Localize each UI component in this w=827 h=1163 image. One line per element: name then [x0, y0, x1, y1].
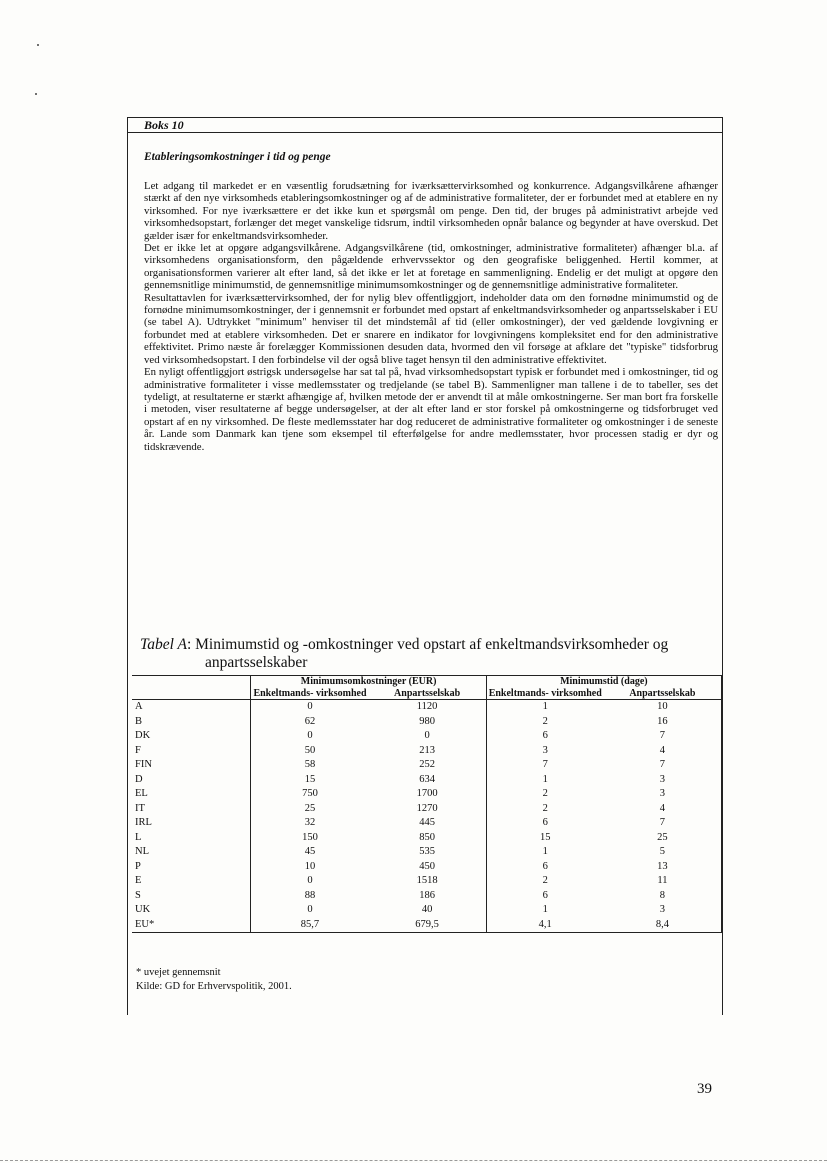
cell-time-sole: 1 [542, 846, 548, 857]
scan-edge [0, 1160, 827, 1161]
cell-cost-ltd: 450 [369, 860, 487, 875]
cell-cost-ltd: 980 [369, 715, 487, 730]
cell-country: IRL [132, 816, 251, 831]
cell-country: P [132, 860, 251, 875]
cell-time-sole: 2 [542, 875, 548, 886]
cell-cost-ltd: 1518 [369, 874, 487, 889]
cell-cost-sole: 10 [304, 860, 316, 872]
header-group-time: Minimumstid (dage) [486, 676, 721, 688]
table-row [132, 787, 722, 802]
cell-time-sole: 4,1 [486, 918, 604, 933]
cell-country: FIN [132, 758, 251, 773]
table-notes [136, 966, 292, 994]
cell-cost-sole: 50 [304, 744, 316, 756]
cell-time-sole: 6 [542, 860, 548, 872]
box-heading: Etableringsomkostninger i tid og penge [144, 151, 331, 163]
header-blank [132, 688, 251, 700]
cell-country: UK [132, 903, 251, 918]
cell-time-ltd: 4 [604, 802, 722, 817]
header-cost-sole: Enkeltmands- virksomhed [251, 688, 369, 700]
cell-time-ltd: 3 [604, 773, 722, 788]
cell-time-sole: 1 [542, 773, 548, 785]
cell-time-sole: 2 [542, 788, 548, 799]
cell-country: DK [132, 729, 251, 744]
cell-time-sole: 3 [542, 744, 548, 756]
cell-country: S [132, 889, 251, 904]
cell-cost-sole: 0 [307, 904, 313, 915]
cell-time-ltd: 4 [604, 744, 722, 759]
cell-cost-ltd: 40 [369, 903, 487, 918]
table-title [140, 636, 720, 672]
table-row [132, 860, 722, 875]
cell-cost-sole: 15 [304, 773, 316, 785]
cell-cost-ltd: 634 [369, 773, 487, 788]
scan-speck [35, 93, 37, 95]
cell-time-sole: 7 [542, 759, 548, 770]
source-note: Kilde: GD for Erhvervspolitik, 2001. [136, 981, 292, 992]
table-title-line2: anpartsselskaber [205, 654, 308, 671]
header-time-ltd: Anpartsselskab [604, 688, 722, 700]
table-row [132, 918, 722, 933]
cell-cost-sole: 0 [307, 701, 313, 712]
table-row [132, 729, 722, 744]
cell-country: IT [132, 802, 251, 817]
header-time-sole: Enkeltmands- virksomhed [486, 688, 604, 700]
table-label: Tabel A [140, 636, 187, 653]
table-row [132, 700, 722, 715]
table-body [132, 700, 722, 933]
cell-time-ltd: 5 [604, 845, 722, 860]
table-row [132, 758, 722, 773]
page-number: 39 [697, 1081, 712, 1097]
table-row [132, 802, 722, 817]
cell-time-ltd: 7 [604, 816, 722, 831]
data-table [132, 675, 722, 933]
cell-cost-sole: 0 [307, 730, 313, 741]
table-row [132, 715, 722, 730]
table-row [132, 816, 722, 831]
cell-cost-sole: 32 [304, 817, 316, 828]
cell-country: B [132, 715, 251, 730]
cell-time-ltd: 3 [604, 787, 722, 802]
cell-time-ltd: 16 [604, 715, 722, 730]
cell-time-ltd: 3 [604, 903, 722, 918]
cell-country: F [132, 744, 251, 759]
cell-time-sole: 2 [542, 715, 548, 727]
paragraph: Resultattavlen for iværksættervirksomhed, der for nylig blev offentliggjort, indeholder data om den fornødne minimumstid og de fornødne minimumsomkostninger, der i gennemsnit er forbundet med opstart af enkeltmandsvirksomheder og anpartsselskaber i EU (se tabel A). Udtrykket "minimum" henviser til det mindstemål af tid (eller omkostninger), der ved gældende lovgivning er forbundet med at etablere virksomheden. Det er snarere en indikator for lovgivningens kompleksitet end for den administrative effektivitet. Primo næste år forelægger Kommissionen desuden data, hvormed den vil forsøge at afklare det "typiske" tidsforbrug ved virksomhedsopstart. I den forbindelse vil der også blive taget hensyn til den administrative effektivitet. [144, 291, 718, 366]
cell-cost-sole: 45 [304, 846, 316, 857]
cell-cost-ltd: 252 [369, 758, 487, 773]
table-row [132, 831, 722, 846]
cell-country: NL [132, 845, 251, 860]
paragraph: Let adgang til markedet er en væsentlig forudsætning for iværksættervirksomhed og konkurrence. Adgangsvilkårene afhænger stærkt af den nye virksomheds etableringsomkostninger og af de administrative formaliteter, der er forbundet med at etablere en ny virksomhed. For nye iværksættere er det ikke kun et spørgsmål om penge. Den tid, der bruges på administrativt arbejde ved virksomhedsopstart, forlænger det meget vanskelige tidsrum, indtil virksomheden opnår balance og begynder at have overskud. Det gælder især for enkeltmandsvirksomheder. [144, 180, 718, 242]
cell-country: D [132, 773, 251, 788]
cell-time-sole: 6 [542, 889, 548, 901]
cell-cost-ltd: 850 [369, 831, 487, 846]
cell-time-ltd: 7 [604, 758, 722, 773]
cell-cost-sole: 58 [304, 759, 316, 770]
box-label: Boks 10 [144, 118, 184, 132]
header-cost-ltd: Anpartsselskab [369, 688, 487, 700]
cell-country: A [132, 700, 251, 715]
cell-time-ltd: 13 [604, 860, 722, 875]
table-row [132, 903, 722, 918]
table-title-line1: : Minimumstid og -omkostninger ved opstart af enkeltmandsvirksomheder og [186, 636, 669, 653]
cell-time-sole: 6 [542, 817, 548, 828]
cell-cost-sole: 25 [304, 802, 316, 814]
cell-cost-sole: 150 [302, 831, 318, 843]
cell-cost-sole: 62 [304, 715, 316, 727]
table-row [132, 845, 722, 860]
cell-cost-ltd: 535 [369, 845, 487, 860]
cell-time-sole: 2 [542, 802, 548, 814]
cell-cost-ltd: 1120 [369, 700, 487, 715]
cell-cost-ltd: 1700 [369, 787, 487, 802]
cell-cost-sole: 85,7 [251, 918, 369, 933]
cell-time-ltd: 8 [604, 889, 722, 904]
cell-time-ltd: 8,4 [604, 918, 722, 933]
table-row [132, 744, 722, 759]
scan-speck [37, 44, 39, 46]
cell-cost-sole: 0 [307, 875, 313, 886]
cell-cost-ltd: 679,5 [369, 918, 487, 933]
cell-country: EU* [132, 918, 251, 933]
divider [127, 132, 722, 133]
cell-cost-sole: 750 [302, 788, 318, 799]
cell-time-sole: 1 [542, 701, 548, 712]
box-body [144, 180, 718, 453]
cell-time-ltd: 7 [604, 729, 722, 744]
cell-cost-ltd: 186 [369, 889, 487, 904]
table-row [132, 874, 722, 889]
header-blank [132, 676, 251, 688]
paragraph: Det er ikke let at opgøre adgangsvilkårene. Adgangsvilkårene (tid, omkostninger, administrative formaliteter) afhænger bl.a. af virksomhedens organisationsform, den pågældende erhvervssektor og den geografiske beliggenhed. Hertil kommer, at organisationsformen varierer alt efter land, så det ikke er let at foretage en sammenligning. Endelig er det muligt at opgøre den gennemsnitlige minimumstid, de gennemsnitlige minimumsomkostninger og de gennemsnitlige administrative formaliteter. [144, 242, 718, 292]
cell-time-sole: 1 [542, 904, 548, 915]
cell-time-sole: 6 [542, 730, 548, 741]
cell-cost-sole: 88 [304, 889, 316, 901]
cell-country: E [132, 874, 251, 889]
cell-cost-ltd: 213 [369, 744, 487, 759]
cell-cost-ltd: 1270 [369, 802, 487, 817]
paragraph: En nyligt offentliggjort østrigsk undersøgelse har sat tal på, hvad virksomhedsopstart typisk er forbundet med i omkostninger, tid og administrative formaliteter i visse medlemsstater og tredjelande (se tabel B). Sammenligner man tallene i de to tabeller, ses det tydeligt, at resultaterne er stærkt afhængige af, hvilken metode der er anvendt til at måle omkostningerne. Ser man bort fra forskelle i metoden, viser resultaterne af begge undersøgelser, at der alt efter land er stor forskel på omkostningerne og tidsforbruget ved opstart af en ny virksomhed. De fleste medlemsstater har dog reduceret de administrative formaliteter og omkostninger i de seneste år. Lande som Danmark kan tjene som eksempel til efterfølgelse for andre medlemsstater, hvor processen stadig er dyr og tidskrævende. [144, 366, 718, 453]
footnote: * uvejet gennemsnit [136, 967, 221, 978]
cell-time-sole: 15 [539, 831, 551, 843]
cell-country: L [132, 831, 251, 846]
cell-time-ltd: 25 [604, 831, 722, 846]
cell-time-ltd: 10 [604, 700, 722, 715]
header-group-cost: Minimumsomkostninger (EUR) [251, 676, 486, 688]
cell-time-ltd: 11 [604, 874, 722, 889]
cell-cost-ltd: 0 [369, 729, 487, 744]
table-row [132, 889, 722, 904]
cell-country: EL [132, 787, 251, 802]
cell-cost-ltd: 445 [369, 816, 487, 831]
table-row [132, 773, 722, 788]
